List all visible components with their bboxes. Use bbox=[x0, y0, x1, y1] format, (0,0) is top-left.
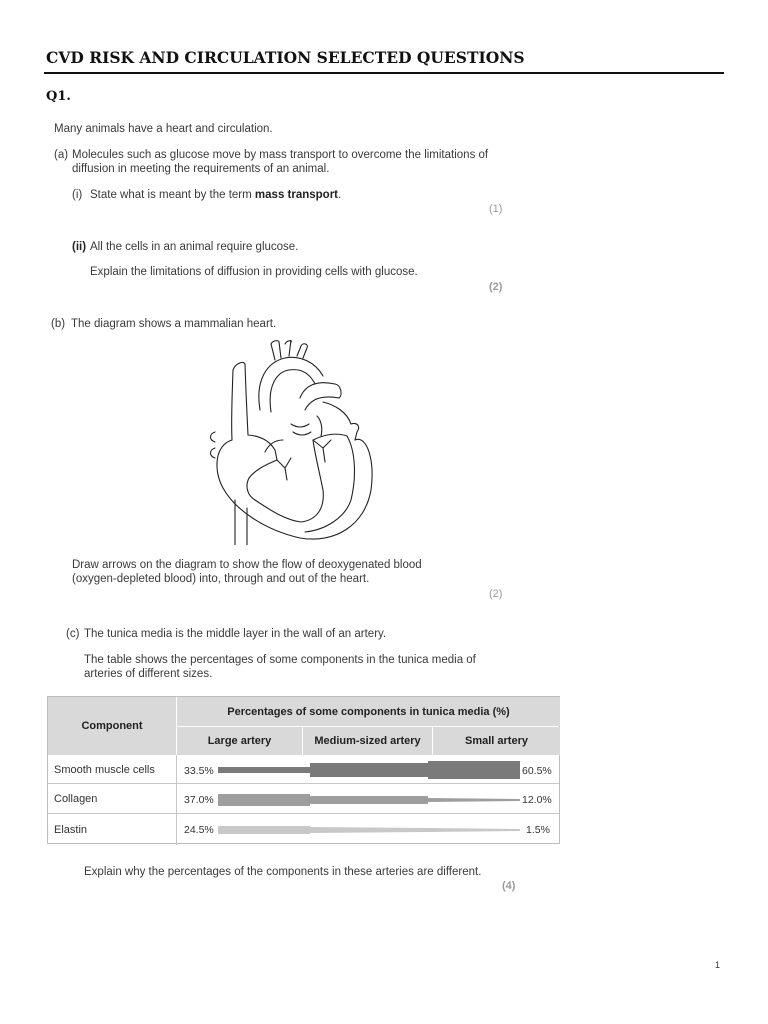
smooth-muscle-bar bbox=[218, 761, 520, 779]
part-c-marks: (4) bbox=[502, 880, 516, 892]
part-a-ii-line2: Explain the limitations of diffusion in providing cells with glucose. bbox=[90, 266, 418, 278]
part-a-i-text bbox=[90, 188, 341, 203]
row-divider bbox=[48, 783, 559, 784]
row-label-collagen: Collagen bbox=[54, 793, 98, 805]
part-a-line2: diffusion in meeting the requirements of an animal. bbox=[72, 163, 330, 175]
header-divider bbox=[176, 697, 177, 755]
label-column-divider bbox=[176, 755, 177, 845]
smooth-muscle-small-value: 60.5% bbox=[522, 765, 552, 777]
part-a-i-text-after: . bbox=[338, 189, 342, 201]
part-a-i-marks: (1) bbox=[489, 203, 503, 215]
part-b-marks: (2) bbox=[489, 588, 503, 600]
part-a-i-label: (i) bbox=[72, 189, 83, 201]
collagen-large-value: 37.0% bbox=[184, 794, 214, 806]
part-a-line1: Molecules such as glucose move by mass transport to overcome the limitations of bbox=[72, 149, 489, 161]
tunica-media-table bbox=[47, 696, 560, 844]
mass-transport-term: mass transport bbox=[254, 189, 339, 201]
part-a-ii-marks: (2) bbox=[489, 281, 503, 293]
smooth-muscle-large-value: 33.5% bbox=[184, 765, 214, 777]
part-a-i-text-before: State what is meant by the term bbox=[90, 189, 252, 201]
part-a-ii-label: (ii) bbox=[72, 241, 87, 253]
part-b-instruction-1: Draw arrows on the diagram to show the flow of deoxygenated blood bbox=[72, 559, 422, 571]
document-title: CVD RISK AND CIRCULATION SELECTED QUESTIONS bbox=[46, 48, 525, 67]
row-divider bbox=[48, 813, 559, 814]
part-b-instruction-2: (oxygen-depleted blood) into, through and out of the heart. bbox=[72, 573, 370, 585]
elastin-small-value: 1.5% bbox=[526, 824, 550, 836]
group-header: Percentages of some components in tunica media (%) bbox=[177, 697, 560, 726]
row-label-smooth-muscle: Smooth muscle cells bbox=[54, 763, 155, 776]
row-label-elastin: Elastin bbox=[54, 823, 88, 836]
part-c-text: The tunica media is the middle layer in the wall of an artery. bbox=[84, 628, 387, 640]
column-header-medium-artery: Medium-sized artery bbox=[303, 727, 432, 755]
elastin-large-value: 24.5% bbox=[184, 824, 214, 836]
column-header-large-artery: Large artery bbox=[177, 727, 302, 755]
heart-diagram bbox=[205, 340, 375, 545]
part-c-line2: arteries of different sizes. bbox=[84, 668, 213, 680]
part-b-text: The diagram shows a mammalian heart. bbox=[71, 318, 277, 330]
page-number: 1 bbox=[714, 960, 720, 970]
collagen-small-value: 12.0% bbox=[522, 794, 552, 806]
part-a-ii-line1: All the cells in an animal require glucose. bbox=[90, 241, 299, 253]
part-c-line1: The table shows the percentages of some components in the tunica media of bbox=[84, 654, 476, 666]
component-header: Component bbox=[48, 697, 176, 755]
collagen-bar bbox=[218, 793, 520, 807]
part-b-label: (b) bbox=[51, 318, 66, 330]
column-header-small-artery: Small artery bbox=[433, 727, 560, 755]
question-intro: Many animals have a heart and circulation. bbox=[54, 123, 273, 135]
part-c-label: (c) bbox=[66, 628, 80, 640]
title-underline bbox=[44, 72, 724, 74]
part-a-label: (a) bbox=[54, 149, 69, 161]
part-c-question: Explain why the percentages of the components in these arteries are different. bbox=[84, 866, 482, 878]
elastin-bar bbox=[218, 825, 520, 835]
question-number: Q1. bbox=[46, 89, 71, 104]
